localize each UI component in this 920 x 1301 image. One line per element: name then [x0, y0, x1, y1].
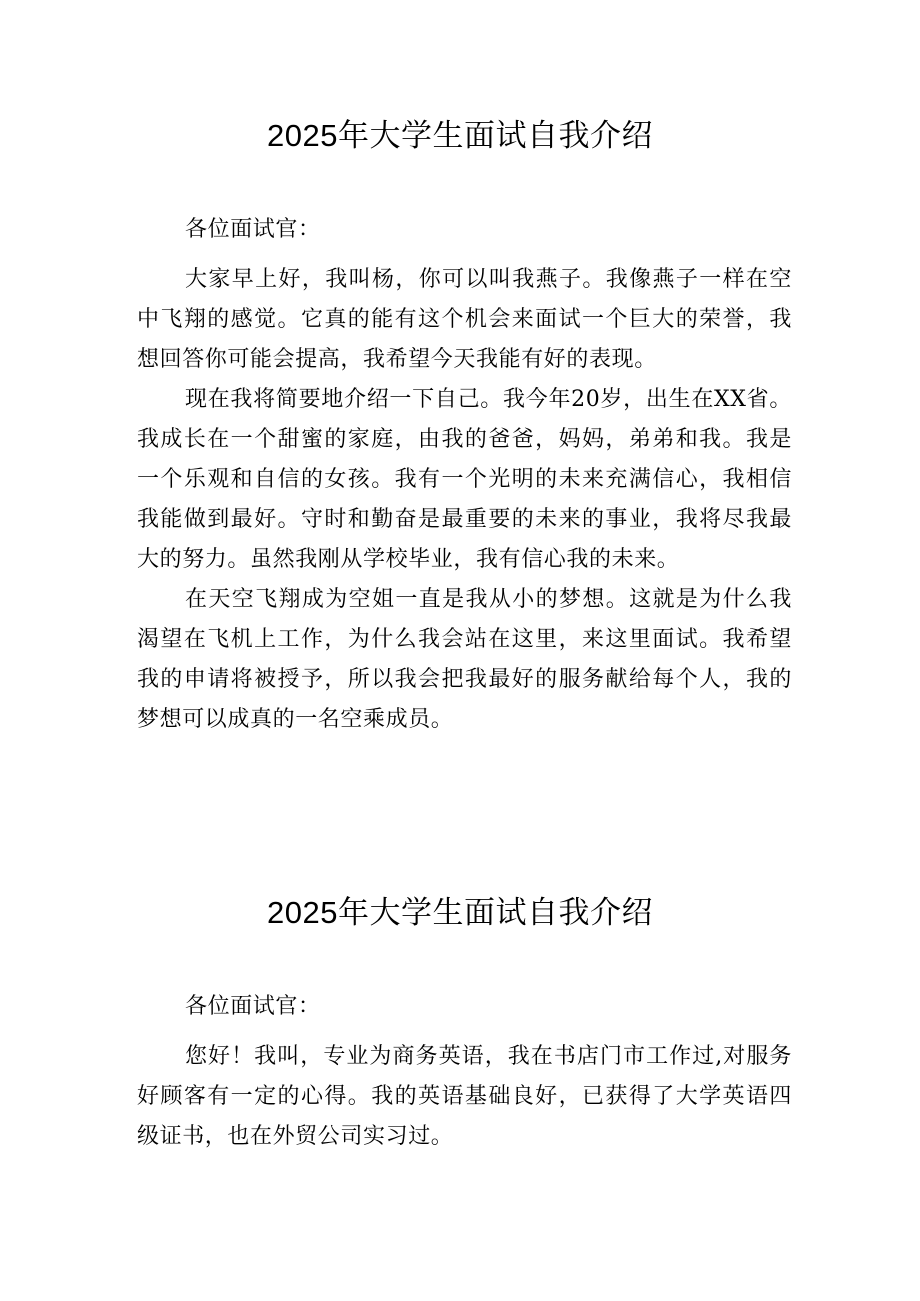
intro-section-2: [137, 987, 792, 1157]
document-title: 2025年大学生面试自我介绍: [267, 118, 653, 153]
paragraph: 现在我将简要地介绍一下自己。我今年20岁，出生在XX省。我成长在一个甜蜜的家庭，由我的爸爸，妈妈，弟弟和我。我是一个乐观和自信的女孩。我有一个光明的未来充满信心，我相信我能做到最好。守时和勤奋是最重要的未来的事业，我将尽我最大的努力。虽然我刚从学校毕业，我有信心我的未来。: [137, 387, 792, 572]
intro-section-1: [137, 210, 792, 740]
paragraph: 大家早上好，我叫杨，你可以叫我燕子。我像燕子一样在空中飞翔的感觉。它真的能有这个机会来面试一个巨大的荣誉，我想回答你可能会提高，我希望今天我能有好的表现。: [137, 267, 792, 372]
greeting: 各位面试官：: [185, 217, 321, 242]
paragraph: 您好！我叫，专业为商务英语，我在书店门市工作过,对服务好顾客有一定的心得。我的英语基础良好，已获得了大学英语四级证书，也在外贸公司实习过。: [137, 1044, 792, 1149]
paragraph: 在天空飞翔成为空姐一直是我从小的梦想。这就是为什么我渴望在飞机上工作，为什么我会站在这里，来这里面试。我希望我的申请将被授予，所以我会把我最好的服务献给每个人，我的梦想可以成真的一名空乘成员。: [137, 587, 792, 732]
document-title-2: 2025年大学生面试自我介绍: [267, 895, 653, 930]
greeting-2: 各位面试官：: [185, 994, 321, 1019]
